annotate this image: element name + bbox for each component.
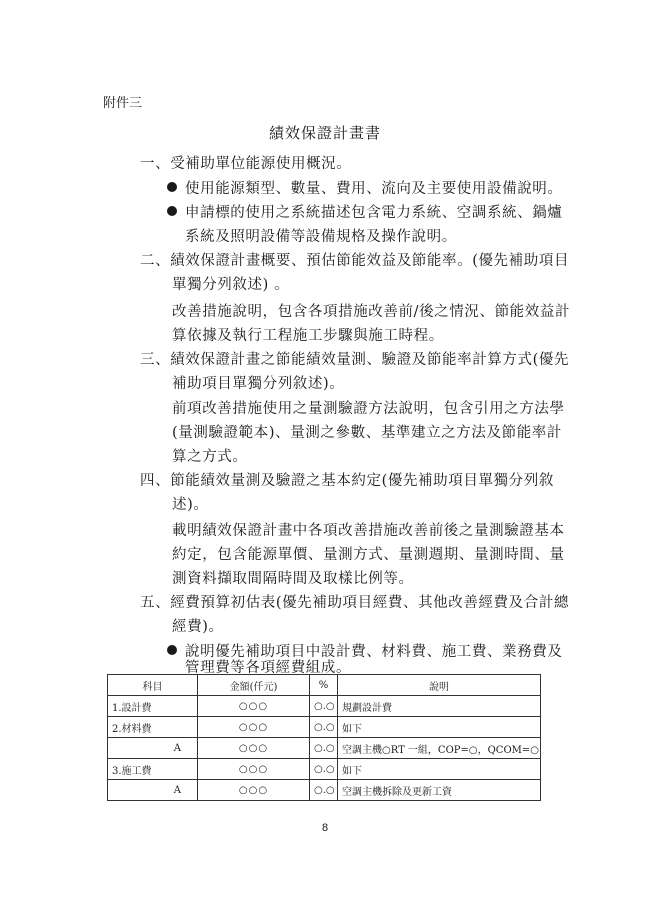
attachment-label: 附件三 — [103, 96, 143, 111]
section-3-body-1: 前項改善措施使用之量測驗證方法說明，包含引用之方法學 — [172, 401, 565, 417]
cell-note: 規劃設計費 — [338, 696, 541, 717]
section-1-bullet-2: 申請標的使用之系統描述包含電力系統、空調系統、鍋爐 — [167, 201, 563, 222]
section-2-heading-cont: 單獨分列敘述) 。 — [172, 277, 290, 293]
section-3-heading-cont: 補助項目單獨分列敘述)。 — [172, 376, 345, 392]
header-percent: % — [310, 675, 338, 696]
cell-item: 3.施工費 — [108, 759, 198, 780]
section-5-heading: 五、經費預算初估表(優先補助項目經費、其他改善經費及合計總 — [140, 595, 570, 611]
section-4-heading-cont: 述)。 — [172, 497, 209, 513]
table-header-row — [108, 675, 541, 696]
cell-note: 空調主機拆除及更新工資 — [338, 780, 541, 801]
bullet-icon — [167, 645, 177, 655]
section-2-body-2: 算依據及執行工程施工步驟與施工時程。 — [172, 328, 444, 344]
table-row — [108, 759, 541, 780]
cell-item: A — [108, 738, 198, 759]
section-4-body-1: 載明績效保證計畫中各項改善措施改善前後之量測驗證基本 — [172, 523, 565, 539]
section-1-heading: 一、受補助單位能源使用概況。 — [140, 156, 352, 172]
table-row — [108, 696, 541, 717]
cell-item: A — [108, 780, 198, 801]
bullet-icon — [167, 182, 177, 192]
section-1-bullet-2-cont: 系統及照明設備等設備規格及操作說明。 — [185, 229, 457, 245]
table-row — [108, 717, 541, 738]
section-4-heading: 四、節能績效量測及驗證之基本約定(優先補助項目單獨分列敘 — [140, 473, 554, 489]
budget-table — [107, 674, 541, 801]
document-title: 績效保證計畫書 — [268, 124, 381, 142]
section-5-bullet-1-cont: 管理費等各項經費組成。 — [185, 660, 352, 676]
cell-percent: ○.○ — [310, 780, 338, 801]
section-3-body-3: 算之方式。 — [172, 449, 248, 465]
section-1-bullet-1: 使用能源類型、數量、費用、流向及主要使用設備說明。 — [167, 177, 563, 198]
cell-item: 1.設計費 — [108, 696, 198, 717]
cell-note: 空調主機○RT 一組，COP=○，QCOM=○ — [338, 738, 541, 759]
section-5-bullet-1: 說明優先補助項目中設計費、材料費、施工費、業務費及 — [167, 640, 563, 661]
section-3-heading: 三、績效保證計畫之節能績效量測、驗證及節能率計算方式(優先 — [140, 352, 570, 368]
cell-note: 如下 — [338, 717, 541, 738]
cell-percent: ○.○ — [310, 759, 338, 780]
table-row — [108, 738, 541, 759]
cell-amount: ○○○ — [198, 717, 310, 738]
cell-amount: ○○○ — [198, 738, 310, 759]
section-2-heading: 二、績效保證計畫概要、預估節能效益及節能率。(優先補助項目 — [140, 253, 570, 269]
header-note: 說明 — [338, 675, 541, 696]
bullet-icon — [167, 206, 177, 216]
page-number: 8 — [321, 822, 329, 834]
cell-amount: ○○○ — [198, 780, 310, 801]
cell-percent: ○.○ — [310, 696, 338, 717]
header-item: 科目 — [108, 675, 198, 696]
section-5-heading-cont: 經費)。 — [172, 619, 224, 635]
table-row — [108, 780, 541, 801]
header-amount: 金額(仟元) — [198, 675, 310, 696]
cell-percent: ○.○ — [310, 717, 338, 738]
cell-amount: ○○○ — [198, 759, 310, 780]
section-4-body-3: 測資料擷取間隔時間及取樣比例等。 — [172, 571, 414, 587]
section-4-body-2: 約定，包含能源單價、量測方式、量測週期、量測時間、量 — [172, 547, 565, 563]
cell-percent: ○.○ — [310, 738, 338, 759]
section-2-body-1: 改善措施說明，包含各項措施改善前/後之情況、節能效益計 — [172, 304, 571, 320]
cell-amount: ○○○ — [198, 696, 310, 717]
cell-item: 2.材料費 — [108, 717, 198, 738]
section-3-body-2: (量測驗證範本)、量測之參數、基準建立之方法及節能率計 — [172, 425, 563, 441]
cell-note: 如下 — [338, 759, 541, 780]
